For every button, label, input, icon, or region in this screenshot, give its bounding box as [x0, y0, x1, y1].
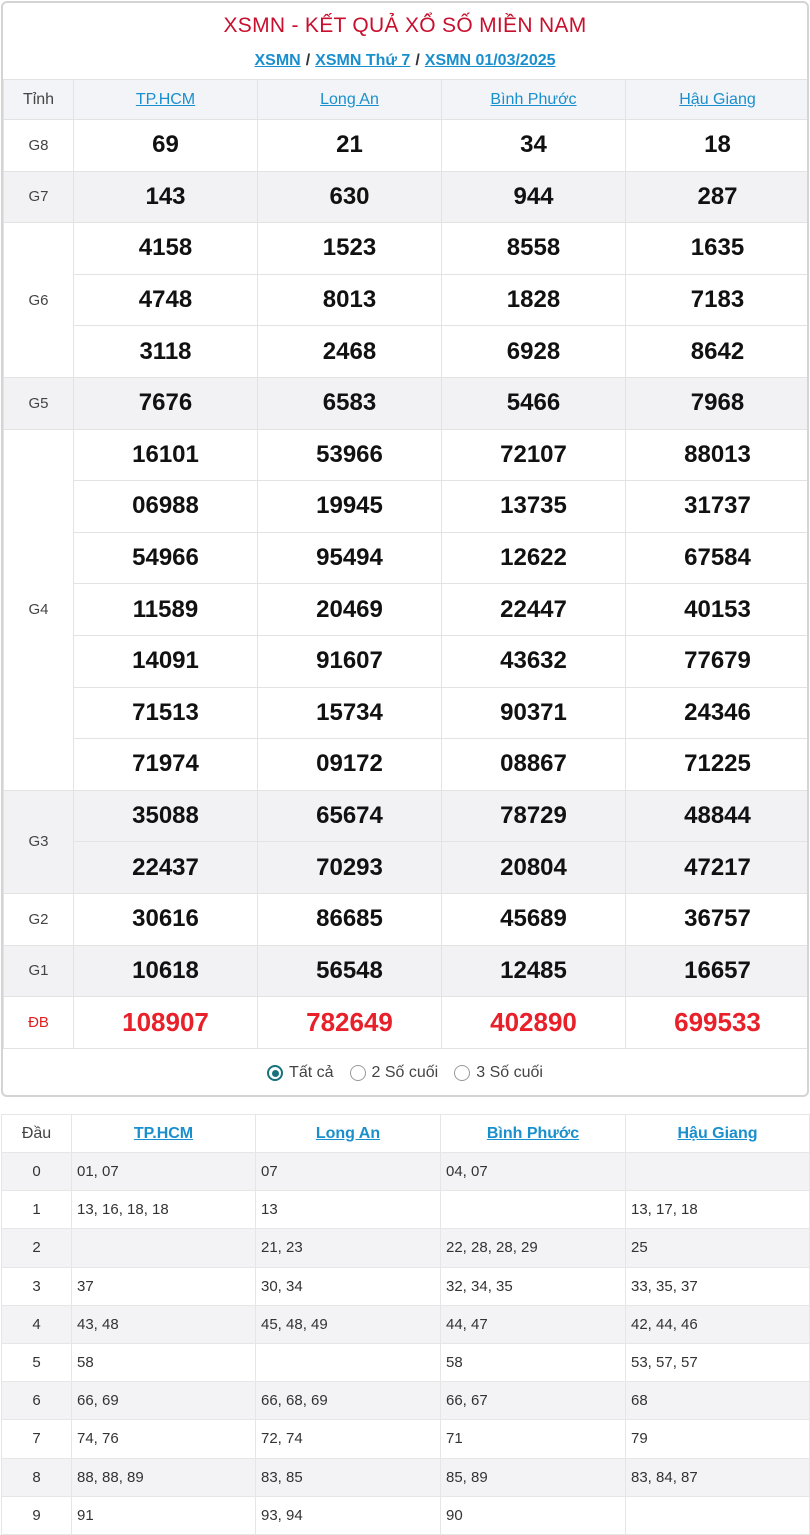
prize-number: 71225 — [626, 739, 810, 791]
head-digit-row — [2, 1496, 810, 1534]
prize-number: 06988 — [74, 481, 258, 533]
prize-number: 11589 — [74, 584, 258, 636]
prize-number: 402890 — [442, 997, 626, 1049]
prize-number: 69 — [74, 120, 258, 172]
result-box — [1, 1, 809, 1097]
prize-number: 71513 — [74, 687, 258, 739]
province-header — [74, 80, 258, 120]
prize-number: 45689 — [442, 893, 626, 945]
head-digit-row — [2, 1153, 810, 1191]
prize-row — [4, 377, 810, 429]
tail-numbers: 93, 94 — [256, 1496, 441, 1534]
tail-numbers: 72, 74 — [256, 1420, 441, 1458]
prize-row — [4, 532, 810, 584]
head-digit-table — [1, 1114, 810, 1535]
tail-numbers: 79 — [626, 1420, 810, 1458]
tail-numbers: 83, 85 — [256, 1458, 441, 1496]
prize-number: 67584 — [626, 532, 810, 584]
tail-numbers: 85, 89 — [441, 1458, 626, 1496]
prize-label: G4 — [4, 429, 74, 790]
tail-numbers: 01, 07 — [72, 1153, 256, 1191]
tail-numbers: 33, 35, 37 — [626, 1267, 810, 1305]
tail-numbers: 58 — [441, 1343, 626, 1381]
tail-numbers: 21, 23 — [256, 1229, 441, 1267]
prize-number: 72107 — [442, 429, 626, 481]
results-table — [3, 79, 809, 1049]
prize-number: 47217 — [626, 842, 810, 894]
prize-number: 12622 — [442, 532, 626, 584]
prize-row — [4, 739, 810, 791]
prize-number: 699533 — [626, 997, 810, 1049]
tail-numbers: 42, 44, 46 — [626, 1305, 810, 1343]
prize-number: 4748 — [74, 274, 258, 326]
prize-number: 1828 — [442, 274, 626, 326]
prize-number: 90371 — [442, 687, 626, 739]
tail-numbers — [626, 1496, 810, 1534]
prize-label: G2 — [4, 893, 74, 945]
tail-numbers: 68 — [626, 1382, 810, 1420]
prize-number: 7968 — [626, 377, 810, 429]
prize-number: 34 — [442, 120, 626, 172]
prize-row — [4, 326, 810, 378]
radio-unchecked-icon[interactable] — [350, 1065, 366, 1081]
province-header — [72, 1115, 256, 1153]
prize-number: 22447 — [442, 584, 626, 636]
tail-numbers: 43, 48 — [72, 1305, 256, 1343]
tail-numbers: 53, 57, 57 — [626, 1343, 810, 1381]
prize-row — [4, 171, 810, 223]
head-digit-body — [2, 1153, 810, 1535]
tail-numbers — [626, 1153, 810, 1191]
prize-row — [4, 842, 810, 894]
head-digit-row — [2, 1267, 810, 1305]
tail-numbers: 66, 68, 69 — [256, 1382, 441, 1420]
tail-numbers: 13, 17, 18 — [626, 1191, 810, 1229]
prize-label: G8 — [4, 120, 74, 172]
prize-row — [4, 120, 810, 172]
prize-number: 10618 — [74, 945, 258, 997]
prize-number: 16101 — [74, 429, 258, 481]
filter-3-last-digits[interactable] — [454, 1064, 543, 1082]
province-link-hau-giang[interactable]: Hậu Giang — [677, 1124, 758, 1142]
head-digit-row — [2, 1343, 810, 1381]
filter-label: 2 Số cuối — [371, 1063, 439, 1081]
filter-label: Tất cả — [289, 1063, 334, 1081]
province-header — [256, 1115, 441, 1153]
head-digit-row — [2, 1229, 810, 1267]
tail-numbers: 83, 84, 87 — [626, 1458, 810, 1496]
province-header — [626, 1115, 810, 1153]
tail-numbers — [441, 1191, 626, 1229]
prize-number: 8642 — [626, 326, 810, 378]
province-link-long-an[interactable]: Long An — [315, 1124, 381, 1142]
prize-row — [4, 635, 810, 687]
prize-number: 5466 — [442, 377, 626, 429]
prize-row — [4, 687, 810, 739]
prize-number: 4158 — [74, 223, 258, 275]
tail-numbers: 07 — [256, 1153, 441, 1191]
results-body — [4, 120, 810, 1049]
prize-row — [4, 274, 810, 326]
prize-label: G7 — [4, 171, 74, 223]
prize-row — [4, 893, 810, 945]
prize-number: 6928 — [442, 326, 626, 378]
prize-number: 31737 — [626, 481, 810, 533]
prize-number: 71974 — [74, 739, 258, 791]
tail-numbers: 66, 67 — [441, 1382, 626, 1420]
tail-numbers: 04, 07 — [441, 1153, 626, 1191]
prize-number: 13735 — [442, 481, 626, 533]
head-digit: 4 — [2, 1305, 72, 1343]
dau-header: Đầu — [2, 1115, 72, 1153]
prize-number: 630 — [258, 171, 442, 223]
prize-number: 287 — [626, 171, 810, 223]
prize-number: 2468 — [258, 326, 442, 378]
head-digit: 2 — [2, 1229, 72, 1267]
prize-number: 7676 — [74, 377, 258, 429]
tail-numbers: 32, 34, 35 — [441, 1267, 626, 1305]
prize-row — [4, 584, 810, 636]
prize-number: 36757 — [626, 893, 810, 945]
head-digit: 8 — [2, 1458, 72, 1496]
prize-number: 8558 — [442, 223, 626, 275]
tail-numbers: 74, 76 — [72, 1420, 256, 1458]
province-link-hau-giang[interactable]: Hậu Giang — [679, 90, 756, 108]
tail-numbers: 66, 69 — [72, 1382, 256, 1420]
prize-number: 782649 — [258, 997, 442, 1049]
prize-label: G5 — [4, 377, 74, 429]
province-link-binh-phuoc[interactable]: Bình Phước — [486, 1124, 580, 1142]
head-digit: 5 — [2, 1343, 72, 1381]
filter-all[interactable] — [267, 1064, 333, 1082]
breadcrumb-separator: / — [415, 52, 420, 69]
breadcrumb-xsmn-thu-7[interactable]: XSMN Thứ 7 — [315, 52, 411, 69]
tail-numbers — [256, 1343, 441, 1381]
province-header — [258, 80, 442, 120]
head-digit-row — [2, 1191, 810, 1229]
prize-number: 944 — [442, 171, 626, 223]
prize-row — [4, 429, 810, 481]
prize-number: 108907 — [74, 997, 258, 1049]
prize-number: 143 — [74, 171, 258, 223]
tail-numbers — [72, 1229, 256, 1267]
breadcrumb-separator: / — [305, 52, 311, 69]
prize-number: 16657 — [626, 945, 810, 997]
prize-row — [4, 790, 810, 842]
tail-numbers: 88, 88, 89 — [72, 1458, 256, 1496]
prize-number: 40153 — [626, 584, 810, 636]
prize-number: 54966 — [74, 532, 258, 584]
prize-number: 24346 — [626, 687, 810, 739]
prize-row — [4, 945, 810, 997]
prize-number: 21 — [258, 120, 442, 172]
prize-number: 53966 — [258, 429, 442, 481]
prize-number: 20804 — [442, 842, 626, 894]
digit-filter — [3, 1049, 807, 1097]
radio-unchecked-icon[interactable] — [454, 1065, 470, 1081]
tail-numbers: 45, 48, 49 — [256, 1305, 441, 1343]
results-header-row — [4, 80, 810, 120]
prize-number: 08867 — [442, 739, 626, 791]
prize-number: 65674 — [258, 790, 442, 842]
tail-numbers: 25 — [626, 1229, 810, 1267]
prize-label: G6 — [4, 223, 74, 378]
tail-numbers: 13 — [256, 1191, 441, 1229]
breadcrumb-xsmn[interactable]: XSMN — [254, 52, 301, 69]
head-digit: 7 — [2, 1420, 72, 1458]
prize-number: 18 — [626, 120, 810, 172]
tail-numbers: 90 — [441, 1496, 626, 1534]
head-digit-row — [2, 1382, 810, 1420]
prize-number: 22437 — [74, 842, 258, 894]
prize-number: 70293 — [258, 842, 442, 894]
prize-row — [4, 481, 810, 533]
head-digit-row — [2, 1305, 810, 1343]
prize-number: 8013 — [258, 274, 442, 326]
head-digit-row — [2, 1420, 810, 1458]
tail-numbers: 13, 16, 18, 18 — [72, 1191, 256, 1229]
prize-number: 43632 — [442, 635, 626, 687]
prize-number: 14091 — [74, 635, 258, 687]
tail-numbers: 71 — [441, 1420, 626, 1458]
filter-label: 3 Số cuối — [476, 1063, 543, 1081]
prize-number: 20469 — [258, 584, 442, 636]
prize-number: 15734 — [258, 687, 442, 739]
prize-number: 1635 — [626, 223, 810, 275]
prize-number: 56548 — [258, 945, 442, 997]
prize-label: G1 — [4, 945, 74, 997]
tail-numbers: 37 — [72, 1267, 256, 1305]
tail-numbers: 22, 28, 28, 29 — [441, 1229, 626, 1267]
head-digit-header-row — [2, 1115, 810, 1153]
breadcrumb — [3, 47, 807, 79]
prize-number: 91607 — [258, 635, 442, 687]
prize-number: 88013 — [626, 429, 810, 481]
prize-number: 86685 — [258, 893, 442, 945]
head-digit-row — [2, 1458, 810, 1496]
province-link-long-an[interactable]: Long An — [320, 90, 379, 108]
prize-number: 7183 — [626, 274, 810, 326]
tail-numbers: 44, 47 — [441, 1305, 626, 1343]
head-digit: 1 — [2, 1191, 72, 1229]
prize-number: 30616 — [74, 893, 258, 945]
province-header — [442, 80, 626, 120]
head-digit: 9 — [2, 1496, 72, 1534]
prize-number: 6583 — [258, 377, 442, 429]
province-header — [626, 80, 810, 120]
province-header — [441, 1115, 626, 1153]
tinh-header: Tỉnh — [4, 80, 74, 120]
province-link-tphcm[interactable]: TP.HCM — [135, 90, 196, 108]
prize-row — [4, 223, 810, 275]
prize-number: 1523 — [258, 223, 442, 275]
head-digit: 3 — [2, 1267, 72, 1305]
breadcrumb-xsmn-date[interactable]: XSMN 01/03/2025 — [424, 52, 556, 69]
prize-number: 95494 — [258, 532, 442, 584]
prize-number: 3118 — [74, 326, 258, 378]
province-link-tphcm[interactable]: TP.HCM — [133, 1124, 194, 1142]
prize-number: 12485 — [442, 945, 626, 997]
prize-number: 19945 — [258, 481, 442, 533]
prize-label: ĐB — [4, 997, 74, 1049]
prize-number: 09172 — [258, 739, 442, 791]
tail-numbers: 58 — [72, 1343, 256, 1381]
prize-number: 77679 — [626, 635, 810, 687]
prize-label: G3 — [4, 790, 74, 893]
radio-checked-icon[interactable] — [267, 1065, 283, 1081]
province-link-binh-phuoc[interactable]: Bình Phước — [490, 90, 577, 108]
prize-number: 78729 — [442, 790, 626, 842]
page-title: XSMN - KẾT QUẢ XỔ SỐ MIỀN NAM — [223, 14, 587, 37]
tail-numbers: 91 — [72, 1496, 256, 1534]
prize-number: 35088 — [74, 790, 258, 842]
prize-number: 48844 — [626, 790, 810, 842]
filter-2-last-digits[interactable] — [350, 1064, 439, 1082]
prize-row — [4, 997, 810, 1049]
head-digit: 6 — [2, 1382, 72, 1420]
head-digit: 0 — [2, 1153, 72, 1191]
tail-numbers: 30, 34 — [256, 1267, 441, 1305]
